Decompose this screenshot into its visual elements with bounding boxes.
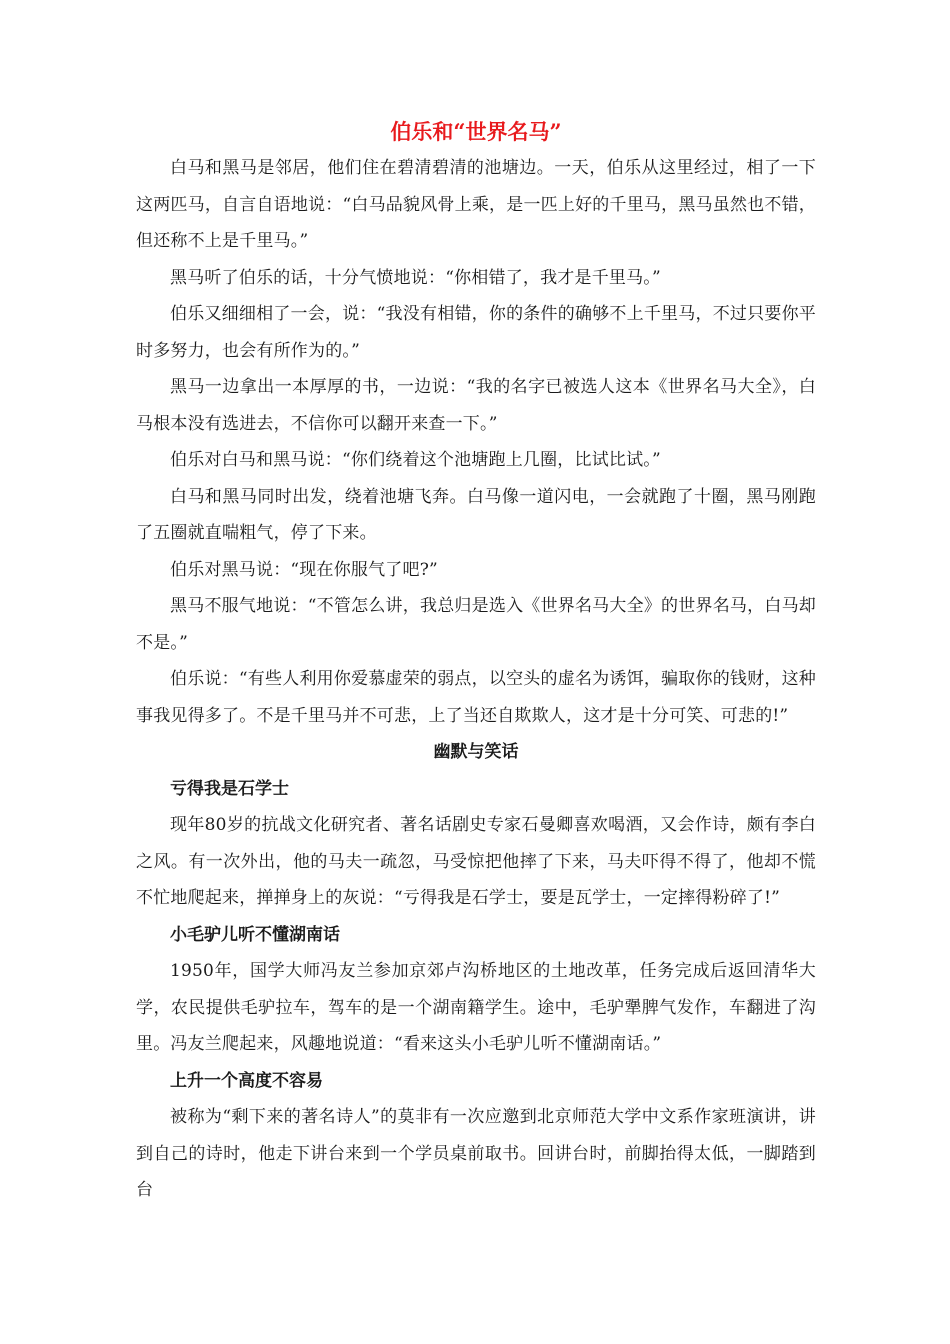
anecdote-title: 上升一个高度不容易 bbox=[170, 1070, 323, 1091]
story-paragraph: 白马和黑马是邻居，他们住在碧清碧清的池塘边。一天，伯乐从这里经过，相了一下这两匹马，自言自语地说：“白马品貌风骨上乘，是一匹上好的千里马，黑马虽然也不错，但还称不上是千里马。” bbox=[136, 158, 816, 251]
story-paragraph: 伯乐对黑马说：“现在你服气了吧?” bbox=[170, 559, 438, 580]
anecdote-title: 亏得我是石学士 bbox=[170, 778, 289, 799]
anecdote-title: 小毛驴儿听不懂湖南话 bbox=[170, 924, 340, 945]
anecdote-text: 1950年，国学大师冯友兰参加京郊卢沟桥地区的土地改革，任务完成后返回清华大学，农民提供毛驴拉车，驾车的是一个湖南籍学生。途中，毛驴犟脾气发作，车翻进了沟里。冯友兰爬起来，风趣地说道：“看来这头小毛驴儿听不懂湖南话。” bbox=[136, 961, 816, 1054]
anecdote-text: 现年80岁的抗战文化研究者、著名话剧史专家石曼卿喜欢喝酒，又会作诗，颇有李白之风。有一次外出，他的马夫一疏忽，马受惊把他摔了下来，马夫吓得不得了，他却不慌不忙地爬起来，掸掸身上的灰说：“亏得我是石学士，要是瓦学士，一定摔得粉碎了!” bbox=[136, 815, 816, 908]
story-paragraph: 伯乐又细细相了一会，说：“我没有相错，你的条件的确够不上千里马，不过只要你平时多努力，也会有所作为的。” bbox=[136, 304, 816, 361]
story-title: 伯乐和“世界名马” bbox=[390, 119, 562, 144]
story-paragraph: 黑马听了伯乐的话，十分气愤地说：“你相错了，我才是千里马。” bbox=[170, 267, 661, 288]
anecdote-text: 被称为“剩下来的著名诗人”的莫非有一次应邀到北京师范大学中文系作家班演讲，讲到自己的诗时，他走下讲台来到一个学员桌前取书。回讲台时，前脚抬得太低，一脚踏到台 bbox=[136, 1107, 816, 1200]
document-page bbox=[136, 114, 816, 1209]
story-paragraph: 白马和黑马同时出发，绕着池塘飞奔。白马像一道闪电，一会就跑了十圈，黑马刚跑了五圈就直喘粗气，停了下来。 bbox=[136, 486, 816, 543]
story-paragraph: 伯乐对白马和黑马说：“你们绕着这个池塘跑上几圈，比试比试。” bbox=[170, 450, 661, 470]
humor-section-heading: 幽默与笑话 bbox=[433, 742, 519, 762]
story-paragraph: 伯乐说：“有些人利用你爱慕虚荣的弱点，以空头的虚名为诱饵，骗取你的钱财，这种事我见得多了。不是千里马并不可悲，上了当还自欺欺人，这才是十分可笑、可悲的!” bbox=[136, 669, 816, 726]
story-paragraph: 黑马一边拿出一本厚厚的书，一边说：“我的名字已被选人这本《世界名马大全》，白马根本没有选进去，不信你可以翻开来查一下。” bbox=[136, 377, 816, 434]
story-paragraph: 黑马不服气地说：“不管怎么讲，我总归是选入《世界名马大全》的世界名马，白马却不是。” bbox=[136, 596, 816, 653]
